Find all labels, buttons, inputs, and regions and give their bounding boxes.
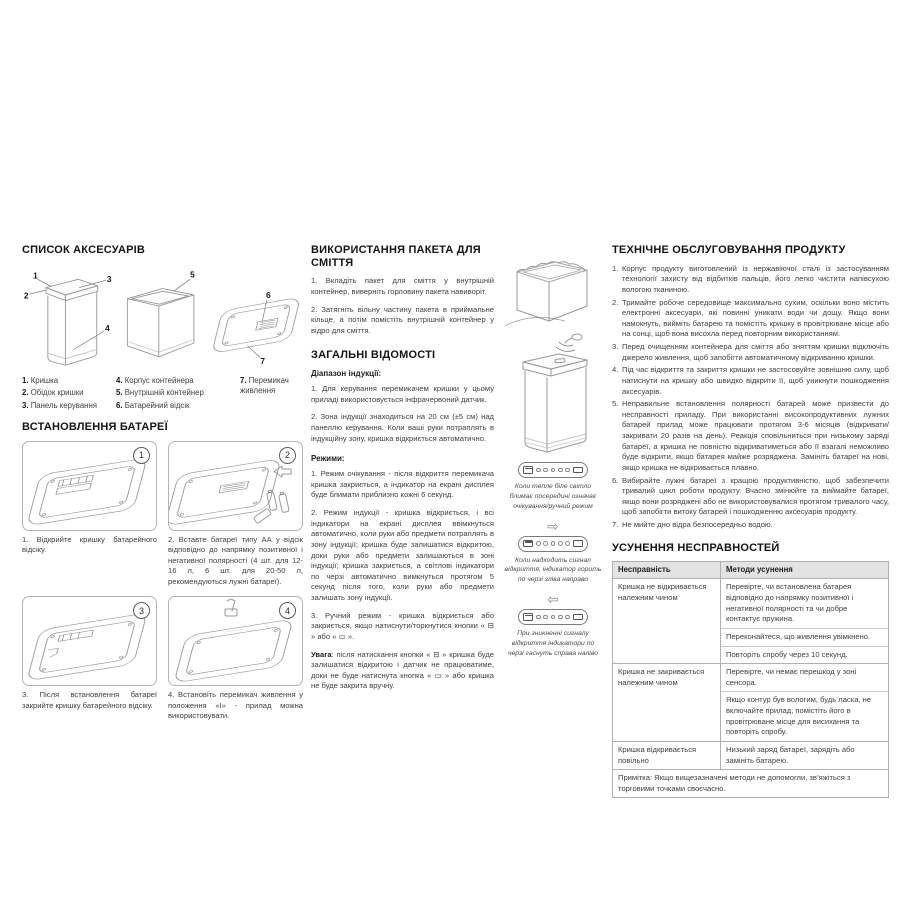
attention-text: : після натискання кнопки « ⊟ » кришка буде залишатися відкритою і датчик не працюватиме, доки не буде натиснута кнопка « ▭ » або кришка не буде закрита вручну. (311, 649, 494, 691)
maintenance-item (612, 365, 889, 398)
maintenance-item-number: 7. (612, 520, 619, 530)
callout-6: 6 (266, 289, 271, 300)
indicator-dot (558, 615, 563, 620)
method-cell: Перевірте, чи немає перешкод у зоні сенсора. (721, 664, 888, 692)
maintenance-item-text: Під час відкриття та закриття кришки не застосовуйте зовнішню силу, щоб натиснути на кришку або швидко відкрити її, щоб уникнути пошкодження аксесуарів. (622, 365, 889, 396)
mode-paragraph: 3. Ручний режим - кришка відкриється або закриється, якщо натиснути/торкнутися кнопки « ⊟ » або « ▭ ». (311, 610, 494, 641)
accessory-label: 3. Панель керування (22, 400, 97, 410)
problem-cell: Кришка не відкривається належним чином (613, 579, 721, 663)
general-paragraph: 1. Для керування перемикачем кришки у цьому приладі використовується інфрачервоний датчик. (311, 384, 494, 404)
hand-icon (565, 334, 582, 343)
bin-exploded-illustration (22, 264, 118, 374)
indicator-dot (551, 541, 556, 546)
callout-4: 4 (105, 322, 110, 333)
problem-cell: Кришка відкривається повільно (613, 742, 721, 769)
maintenance-item (612, 264, 889, 297)
maintenance-item-text: Корпус продукту виготовлений із нержавіючої сталі із застосуванням технології захисту від відбитків пальців, його легко чистити напівсухою вологою тканиною. (622, 263, 889, 294)
callout-3: 3 (106, 273, 112, 284)
column-usage-general (311, 244, 603, 699)
indicator-dot (565, 615, 570, 620)
battery-steps (22, 441, 303, 731)
column-accessories-battery (22, 244, 303, 731)
indicator-panel (504, 592, 602, 659)
table-header-methods: Методи усунення (726, 565, 793, 575)
indicator-dot (551, 615, 556, 620)
indicator-dot (551, 468, 556, 473)
section-title-bag-usage: ВИКОРИСТАННЯ ПАКЕТА ДЛЯ СМІТТЯ (311, 244, 481, 269)
callout-2: 2 (23, 290, 29, 301)
maintenance-item-text: Не мийте дно відра безпосередньо водою. (622, 520, 773, 530)
accessory-label: 4. Корпус контейнера (116, 375, 194, 385)
table-row (613, 579, 888, 664)
mode-paragraphs (311, 469, 494, 642)
method-cell: Низький заряд батареї, зарядіть або замініть батарею. (726, 744, 855, 765)
table-header-problem: Несправність (613, 562, 721, 578)
maintenance-item (612, 298, 889, 342)
inner-container-with-bag-illustration (503, 244, 603, 330)
methods-cell-group (721, 742, 888, 769)
indicator-panel (504, 462, 602, 512)
inner-container-illustration (120, 264, 203, 374)
indicator-caption: Коли тепле біле світло блимає посередині означає очікування/ручний режим (509, 483, 597, 510)
maintenance-item (612, 342, 889, 364)
table-footnote: Примітка: Якщо вищезазначені методи не допомогли, зв’яжіться з торговими точками своєчасно. (618, 773, 851, 793)
maintenance-item-text: Вибирайте лужні батареї з кращою продуктивністю, щоб забезпечити тривалий цикл роботи продукту. Вчасно змінюйте та виймайте батареї, якщо вони розряджені або не використовувалися протягом тривалого часу, щоб запобігти витоку батарей і пошкодженню аксесуарів продукту. (622, 475, 889, 517)
display-panel (518, 536, 588, 552)
battery-step-2-caption: 2. Вставте батареї типу АА у відсік відповідно до напрямку позитивної і негативної полярності (4 шт. для 12-16 л, 6 шт. для 20-50 л, рекомендуються лужні батареї). (168, 534, 303, 586)
maintenance-item-text: Неправильне встановлення полярності батарей може призвести до несправності приладу. При використанні високопродуктивних лужних батарей прилад може працювати протягом 3-6 місяців (відкривати/закривати 20 разів на день). Реакція сповільниться при низькому заряді батареї, а кришка не повністю відкриватиметься або її взагалі неможливо буде відкрити, якщо батарея майже розряджена. Замініть батареї на нові, якщо кришка не відкривається плавно. (622, 399, 889, 472)
lid-open-icon (523, 613, 533, 621)
table-row (613, 742, 888, 770)
battery-step-4-caption: 4. Встановіть перемикач живлення у положення «I» - прилад можна використовувати. (168, 690, 303, 721)
battery-step-4 (168, 596, 303, 730)
indicator-dot (565, 468, 570, 473)
bag-usage-step: 2. Затягніть вільну частину пакета в приймальне кільце, а потім помістіть внутрішній контейнер у відро для сміття. (311, 304, 494, 335)
battery-step-2 (168, 441, 303, 596)
modes-subtitle: Режими: (311, 454, 345, 464)
lid-closed-icon (573, 540, 583, 547)
problem-cell: Кришка не закривається належним чином (613, 664, 721, 741)
method-cell: Якщо контур був вологим, будь ласка, не включайте прилад, помістіть його в провітрюване місце для висихання та повторіть спробу. (726, 695, 872, 737)
section-title-accessories: СПИСОК АКСЕСУАРІВ (22, 244, 146, 256)
indicator-dot (543, 541, 548, 546)
section-title-maintenance: ТЕХНІЧНЕ ОБСЛУГОВУВАННЯ ПРОДУКТУ (612, 244, 846, 256)
table-row (613, 664, 888, 742)
sequence-arrow-icon: ⇦ (547, 591, 559, 608)
maintenance-item-text: Тримайте робоче середовище максимально сухим, оскільки воно містить електронні аксесуари, які повинні уникати води чи дощу. Якщо вони намокнуть, вийміть батарею та помістіть кришку в провітрюване місце або на сонці, щоб вона висохла перед повторним використанням. (622, 297, 889, 339)
accessories-figures (22, 264, 303, 374)
accessory-label: 5. Внутрішній контейнер (116, 388, 204, 398)
accessory-label: 2. Обідок кришки (22, 388, 84, 398)
attention-label: Увага (311, 649, 332, 659)
mode-paragraph: 1. Режим очікування - після відкриття перемикача кришка закриється, а індикатор на екрані дисплея буде блимати приблизно кожні 6 секунд. (311, 469, 494, 500)
section-title-troubleshooting: УСУНЕННЯ НЕСПРАВНОСТЕЙ (612, 541, 780, 554)
methods-cell-group (721, 664, 888, 741)
maintenance-item (612, 520, 889, 532)
attention-note (311, 650, 494, 693)
maintenance-item (612, 399, 889, 474)
lid-closed-icon (573, 467, 583, 474)
induction-range-subtitle: Діапазон індукції: (311, 369, 382, 379)
battery-step-3 (22, 596, 157, 730)
indicator-caption: При зникненні сигналу відкриття індикатори по черзі гаснуть справа наліво (507, 630, 598, 657)
accessory-label: 6. Батарейний відсік (116, 400, 190, 410)
general-paragraph: 2. Зона індукції знаходиться на 20 см (±5 см) над панеллю керування. Коли ваші руки потраплять в індукційну зону, кришка відкриється автоматично. (311, 412, 494, 443)
troubleshooting-table (612, 561, 889, 798)
indicator-panels (504, 462, 602, 666)
indicator-dot (536, 468, 541, 473)
battery-step-3-caption: 3. Після встановлення батареї закрийте кришку батарейного відсіку. (22, 690, 157, 710)
sensor-waves-icon (556, 342, 575, 351)
battery-step-1 (22, 441, 157, 596)
maintenance-item-number: 2. (612, 297, 619, 307)
battery-base-illustration (205, 264, 303, 374)
indicator-dot (543, 615, 548, 620)
middle-illustrations (503, 244, 603, 699)
lid-open-icon (523, 466, 533, 474)
maintenance-item-number: 5. (612, 399, 619, 409)
maintenance-list (612, 264, 889, 532)
bag-usage-steps (311, 276, 494, 336)
maintenance-item-number: 4. (612, 365, 619, 375)
maintenance-item-number: 3. (612, 342, 619, 352)
accessory-label: 7. Перемикач живлення (240, 375, 289, 396)
mode-paragraph: 2. Режим індукції - кришка відкриється, і всі індикатори на екрані дисплея ввімкнуться автоматично, коли руки або предмети потраплять в зону індукції; кришка буде залишатися відкритою, доки руки або предмети залишаються в зоні індукції; кришка закриється, а світлові індикатори по черзі автоматично вимкнуться протягом 5 секунд після того, коли руки або предмети залишать зону індукції. (311, 508, 494, 603)
section-title-battery: ВСТАНОВЛЕННЯ БАТАРЕЇ (22, 421, 168, 434)
maintenance-item-text: Перед очищенням контейнера для сміття або зняттям кришки відключіть джерело живлення, щоб запобігти автоматичному відкриванню кришки. (622, 342, 889, 362)
indicator-caption: Коли надходить сигнал відкриття, індикатор горить по черзі зліва направо (504, 556, 602, 584)
callout-1: 1 (33, 270, 38, 281)
method-cell: Повторіть спробу через 10 секунд. (726, 649, 848, 659)
maintenance-item (612, 476, 889, 520)
bin-with-hand-sensor-illustration (503, 330, 603, 456)
indicator-dot (558, 468, 563, 473)
step-number-badge: 1 (133, 447, 150, 464)
method-cell: Перевірте, чи встановлена батарея відповідно до напрямку позитивної і негативної полярності та чи добре контактує пружина. (721, 579, 888, 629)
maintenance-item-number: 1. (612, 263, 619, 273)
battery-step-1-caption: 1. Відкрийте кришку батарейного відсіку. (22, 534, 157, 555)
sequence-arrow-icon: ⇨ (547, 517, 559, 534)
indicator-dot (565, 541, 570, 546)
maintenance-item-number: 6. (612, 475, 619, 485)
table-body (613, 579, 888, 770)
step-number-badge: 4 (279, 602, 296, 619)
step-number-badge: 2 (279, 447, 296, 464)
accessories-label-list (22, 376, 303, 412)
indicator-dot (536, 615, 541, 620)
methods-cell-group (721, 579, 888, 663)
column-maintenance-troubleshooting (612, 244, 889, 798)
lid-open-icon (523, 540, 533, 548)
bag-usage-step: 1. Вкладіть пакет для сміття у внутрішній контейнер, виверніть горловину пакета навиворіт. (311, 276, 494, 296)
accessory-label: 1. Кришка (22, 375, 59, 385)
indicator-dot (558, 541, 563, 546)
method-cell: Переконайтеся, що живлення увімкнено. (721, 629, 888, 647)
indicator-panel (504, 519, 602, 586)
table-header-row (613, 562, 888, 579)
display-panel (518, 609, 588, 625)
indicator-dot (543, 468, 548, 473)
display-panel (518, 462, 588, 478)
step-number-badge: 3 (133, 602, 150, 619)
general-paragraphs (311, 384, 494, 444)
indicator-dot (536, 541, 541, 546)
callout-7: 7 (260, 355, 266, 366)
section-title-general: ЗАГАЛЬНІ ВІДОМОСТІ (311, 349, 436, 362)
lid-closed-icon (573, 614, 583, 621)
callout-5: 5 (190, 269, 195, 280)
